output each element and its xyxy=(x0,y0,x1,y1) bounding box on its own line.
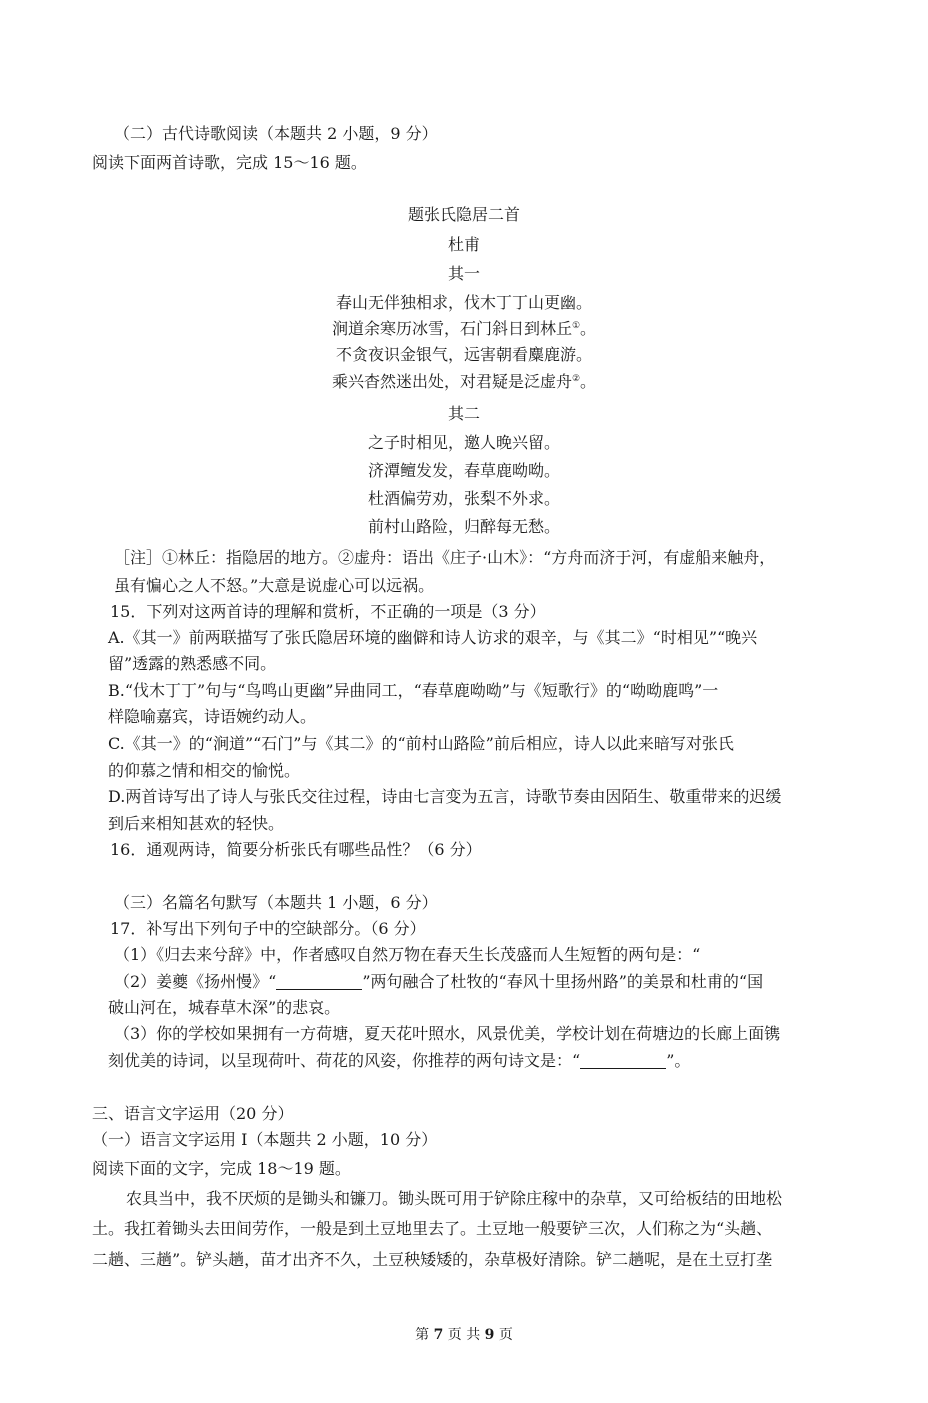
page-footer: 第 7 页 共 9 页 xyxy=(415,1327,513,1343)
page-total: 9 xyxy=(484,1327,495,1343)
question-17-stem: 17．补写出下列句子中的空缺部分。（6 分） xyxy=(110,919,426,938)
footnote-mark: ② xyxy=(571,374,581,384)
answer-blank[interactable] xyxy=(276,973,362,990)
section-heading-poetry: （二）古代诗歌阅读（本题共 2 小题，9 分） xyxy=(114,124,438,143)
poetry-instruction: 阅读下面两首诗歌，完成 15～16 题。 xyxy=(92,153,367,172)
q17-item-3: （3）你的学校如果拥有一方荷塘，夏天花叶照水，风景优美，学校计划在荷塘边的长廊上面镌 xyxy=(114,1024,781,1043)
passage-line: 二趟、三趟”。铲头趟，苗才出齐不久，土豆秧矮矮的，杂草极好清除。铲二趟呢，是在土豆打垄 xyxy=(92,1250,773,1269)
answer-blank[interactable] xyxy=(580,1052,666,1069)
option-d-cont: 到后来相知甚欢的轻快。 xyxy=(108,814,285,833)
question-16-stem: 16．通观两诗，简要分析张氏有哪些品性？（6 分） xyxy=(110,840,482,859)
question-15-stem: 15．下列对这两首诗的理解和赏析，不正确的一项是（3 分） xyxy=(110,602,546,621)
q17-item-2: （2）姜夔《扬州慢》“ ”两句融合了杜牧的“春风十里扬州路”的美景和杜甫的“国 xyxy=(114,972,764,991)
poem-line: 之子时相见，邀人晚兴留。 xyxy=(367,433,560,452)
passage-line: 土。我扛着锄头去田间劳作，一般是到土豆地里去了。土豆地一般要铲三次，人们称之为“头趟、 xyxy=(92,1219,773,1238)
footnote-mark: ① xyxy=(571,321,581,331)
poem-title: 题张氏隐居二首 xyxy=(407,205,520,224)
option-c-cont: 的仰慕之情和相交的愉悦。 xyxy=(108,761,301,780)
poem-part2-title: 其二 xyxy=(447,404,480,423)
option-b-cont: 样隐喻嘉宾，诗语婉约动人。 xyxy=(108,707,317,726)
poem-line: 涧道余寒历冰雪，石门斜日到林丘①。 xyxy=(331,319,597,338)
option-a-cont: 留”透露的熟悉感不同。 xyxy=(108,654,277,673)
part-heading-language: 三、语言文字运用（20 分） xyxy=(92,1104,294,1123)
option-c: C.《其一》的“涧道”“石门”与《其二》的“前村山路险”前后相应，诗人以此来暗写对张氏 xyxy=(108,734,734,753)
q17-item-2-cont: 破山河在，城春草木深”的悲哀。 xyxy=(108,998,341,1017)
option-b: B.“伐木丁丁”句与“鸟鸣山更幽”异曲同工，“春草鹿呦呦”与《短歌行》的“呦呦鹿鸣”一 xyxy=(108,681,719,700)
language-instruction: 阅读下面的文字，完成 18～19 题。 xyxy=(92,1159,351,1178)
section-heading-language-1: （一）语言文字运用 I（本题共 2 小题，10 分） xyxy=(92,1130,438,1149)
poem-author: 杜甫 xyxy=(447,235,480,254)
poem-line: 乘兴杳然迷出处，对君疑是泛虚舟②。 xyxy=(331,372,597,391)
poem-line: 春山无伴独相求，伐木丁丁山更幽。 xyxy=(335,293,592,312)
q17-item-3-cont: 刻优美的诗词，以呈现荷叶、荷花的风姿，你推荐的两句诗文是：“ ”。 xyxy=(108,1051,691,1070)
poem-line: 杜酒偏劳劝，张梨不外求。 xyxy=(367,489,560,508)
page-number: 7 xyxy=(433,1327,444,1343)
poem-line: 不贪夜识金银气，远害朝看麋鹿游。 xyxy=(335,345,592,364)
poem-notes-cont: 虽有惼心之人不怒。”大意是说虚心可以远祸。 xyxy=(114,576,435,595)
section-heading-recitation: （三）名篇名句默写（本题共 1 小题，6 分） xyxy=(114,893,438,912)
option-d: D.两首诗写出了诗人与张氏交往过程，诗由七言变为五言，诗歌节奏由因陌生、敬重带来的迟缓 xyxy=(108,787,782,806)
poem-line: 济潭鳣发发，春草鹿呦呦。 xyxy=(367,461,560,480)
poem-notes: ［注］①林丘：指隐居的地方。②虚舟：语出《庄子·山木》：“方舟而济于河，有虚船来触舟， xyxy=(114,548,776,567)
poem-part1-title: 其一 xyxy=(447,264,480,283)
option-a: A.《其一》前两联描写了张氏隐居环境的幽僻和诗人访求的艰辛，与《其二》“时相见”“晚兴 xyxy=(108,628,758,647)
q17-item-1: （1）《归去来兮辞》中，作者感叹自然万物在春天生长茂盛而人生短暂的两句是：“ xyxy=(114,945,701,964)
passage-line: 农具当中，我不厌烦的是锄头和镰刀。锄头既可用于铲除庄稼中的杂草，又可给板结的田地松 xyxy=(126,1189,783,1208)
poem-line: 前村山路险，归醉每无愁。 xyxy=(367,517,560,536)
